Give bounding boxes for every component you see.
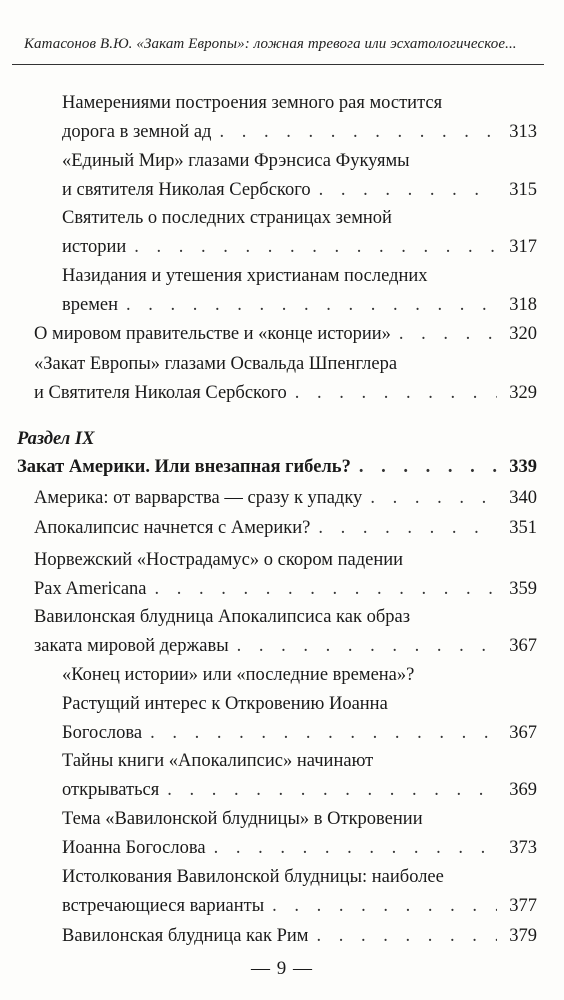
toc-entry-line: Истолкования Вавилонской блудницы: наиболее [62, 867, 444, 887]
toc-entry-line: Богослова [62, 723, 143, 743]
toc-page-number: 340 [509, 488, 537, 508]
toc-page-number: 339 [509, 457, 537, 477]
toc-entry-line: времен [62, 295, 119, 315]
toc-entry-line: Апокалипсис начнется с Америки? [34, 518, 311, 538]
leader-dots [214, 834, 497, 863]
page-number-footer: — 9 — [251, 958, 313, 979]
toc-entry[interactable] [62, 147, 537, 205]
toc-entry-line: встречающиеся варианты [62, 896, 265, 916]
toc-entry-line: и святителя Николая Сербского [62, 180, 311, 200]
toc-page-number: 351 [509, 518, 537, 538]
leader-dots [359, 453, 497, 482]
toc-entry[interactable] [62, 747, 537, 805]
header-rule [12, 64, 544, 65]
leader-dots [370, 484, 497, 513]
leader-dots [219, 118, 497, 147]
toc-entry-line: Вавилонская блудница Апокалипсиса как образ [34, 607, 411, 627]
section-title-entry[interactable] [17, 453, 537, 482]
leader-dots [399, 320, 497, 349]
toc-entry-line: Тайны книги «Апокалипсис» начинают [62, 751, 374, 771]
toc-page-number: 313 [509, 122, 537, 142]
toc-page-number: 359 [509, 579, 537, 599]
section-title: Закат Америки. Или внезапная гибель? [17, 457, 351, 477]
toc-page-number: 373 [509, 838, 537, 858]
toc-entry-line: дорога в земной ад [62, 122, 212, 142]
toc-page-number: 367 [509, 636, 537, 656]
leader-dots [272, 892, 497, 921]
toc-entry[interactable] [62, 922, 537, 951]
toc-entry[interactable] [34, 603, 537, 661]
leader-dots [126, 291, 497, 320]
toc-page-number: 317 [509, 237, 537, 257]
toc-page-number: 379 [509, 926, 537, 946]
leader-dots [316, 922, 497, 951]
leader-dots [155, 575, 498, 604]
toc-entry[interactable] [62, 204, 537, 262]
leader-dots [295, 379, 497, 408]
toc-entry[interactable] [34, 546, 537, 604]
toc-entry[interactable] [62, 805, 537, 863]
toc-entry[interactable] [34, 320, 537, 349]
toc-entry[interactable] [34, 350, 537, 408]
toc-entry-line: Назидания и утешения христианам последних [62, 266, 428, 286]
leader-dots [167, 776, 497, 805]
toc-entry[interactable] [62, 262, 537, 320]
toc-entry-line: Pax Americana [34, 579, 147, 599]
toc-page-number: 369 [509, 780, 537, 800]
toc-page-number: 367 [509, 723, 537, 743]
section-label: Раздел IX [17, 429, 95, 449]
toc-entry-line: Америка: от варварства — сразу к упадку [34, 488, 363, 508]
toc-entry-line: О мировом правительстве и «конце истории» [34, 324, 391, 344]
toc-entry-line: Норвежский «Нострадамус» о скором падении [34, 550, 404, 570]
toc-entry-line: заката мировой державы [34, 636, 229, 656]
leader-dots [150, 719, 497, 748]
toc-entry-line: Святитель о последних страницах земной [62, 208, 392, 228]
toc-entry[interactable] [62, 89, 537, 147]
toc-page-number: 318 [509, 295, 537, 315]
toc-entry-line: Иоанна Богослова [62, 838, 206, 858]
toc-entry[interactable] [34, 484, 537, 513]
toc-entry[interactable] [62, 863, 537, 921]
leader-dots [319, 176, 497, 205]
toc-page-number: 315 [509, 180, 537, 200]
toc-entry-line: Намерениями построения земного рая мостится [62, 93, 443, 113]
toc-entry-line: «Единый Мир» глазами Фрэнсиса Фукуямы [62, 151, 410, 171]
running-header: Катасонов В.Ю. «Закат Европы»: ложная тревога или эсхатологическое... [24, 36, 517, 52]
toc-entry-line: открываться [62, 780, 160, 800]
toc-page-number: 329 [509, 383, 537, 403]
leader-dots [237, 632, 497, 661]
toc-entry-line: Тема «Вавилонской блудницы» в Откровении [62, 809, 423, 829]
toc-entry-line: «Конец истории» или «последние времена»? [62, 665, 415, 685]
toc-entry-line: Вавилонская блудница как Рим [62, 926, 309, 946]
leader-dots [134, 233, 497, 262]
leader-dots [318, 514, 497, 543]
toc-entry[interactable] [34, 514, 537, 543]
toc-page-number: 377 [509, 896, 537, 916]
toc-entry-line: и Святителя Николая Сербского [34, 383, 287, 403]
toc-entry-line: «Закат Европы» глазами Освальда Шпенглера [34, 354, 398, 374]
toc-entry-line: Растущий интерес к Откровению Иоанна [62, 694, 388, 714]
toc-entry[interactable] [62, 661, 537, 748]
toc-page-number: 320 [509, 324, 537, 344]
toc-entry-line: истории [62, 237, 127, 257]
